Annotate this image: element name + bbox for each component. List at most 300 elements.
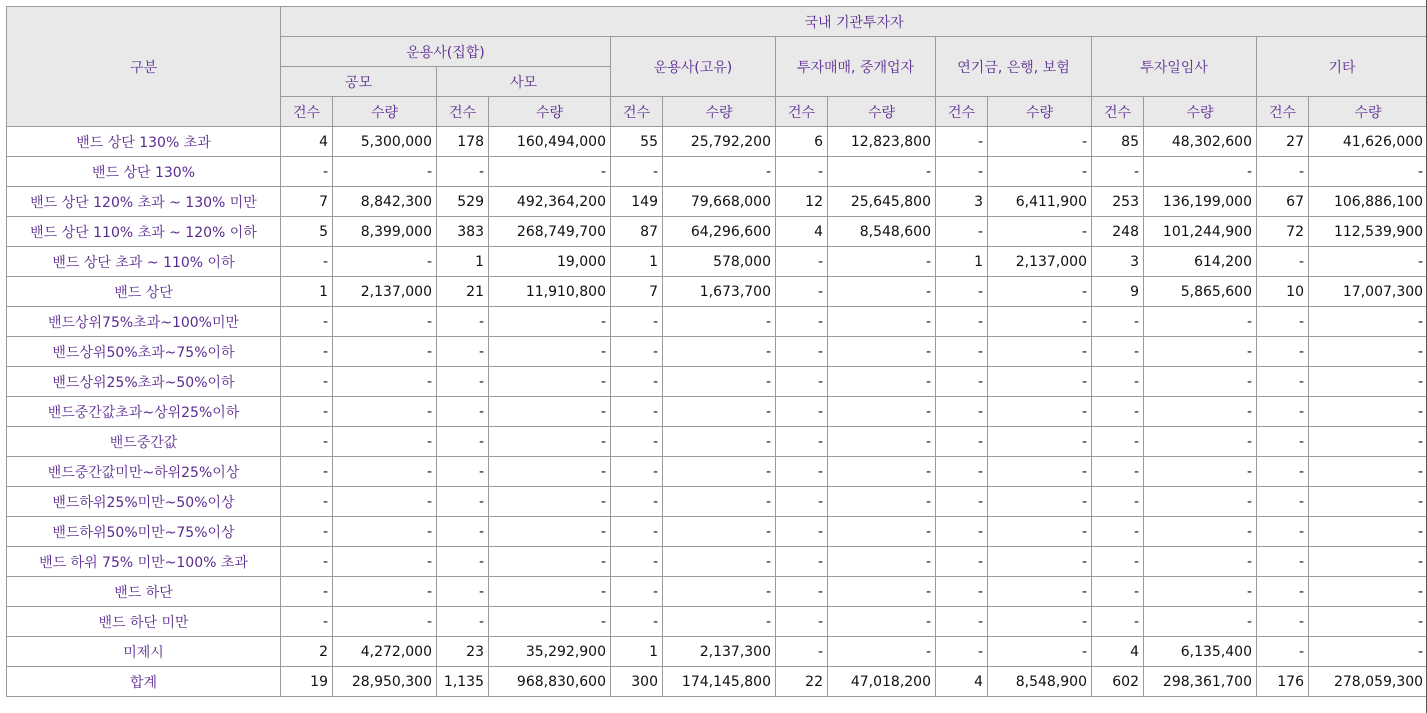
- qty-cell: -: [489, 367, 611, 397]
- count-cell: -: [281, 517, 333, 547]
- qty-cell: 278,059,300: [1309, 667, 1427, 697]
- count-cell: -: [281, 397, 333, 427]
- count-cell: -: [611, 337, 663, 367]
- qty-cell: -: [663, 517, 776, 547]
- qty-col-header: 수량: [1309, 97, 1427, 127]
- qty-cell: -: [1309, 547, 1427, 577]
- count-cell: 27: [1257, 127, 1309, 157]
- qty-cell: -: [333, 487, 437, 517]
- row-label: 밴드하위25%미만~50%이상: [7, 487, 281, 517]
- qty-cell: 106,886,100: [1309, 187, 1427, 217]
- table-row: [7, 427, 1427, 457]
- count-cell: 22: [776, 667, 828, 697]
- count-cell: -: [437, 547, 489, 577]
- qty-cell: -: [489, 307, 611, 337]
- qty-cell: -: [1309, 427, 1427, 457]
- qty-cell: 12,823,800: [828, 127, 936, 157]
- count-cell: -: [776, 577, 828, 607]
- qty-col-header: 수량: [1144, 97, 1257, 127]
- qty-cell: -: [663, 157, 776, 187]
- qty-cell: -: [333, 517, 437, 547]
- count-cell: 248: [1092, 217, 1144, 247]
- table-row: [7, 337, 1427, 367]
- count-cell: 602: [1092, 667, 1144, 697]
- qty-cell: -: [828, 457, 936, 487]
- qty-cell: -: [988, 277, 1092, 307]
- qty-cell: -: [1144, 367, 1257, 397]
- group-header: 구분: [7, 7, 281, 127]
- row-label: 밴드중간값초과~상위25%이하: [7, 397, 281, 427]
- count-cell: 67: [1257, 187, 1309, 217]
- count-cell: -: [611, 547, 663, 577]
- table-row: [7, 637, 1427, 667]
- count-cell: 1: [611, 247, 663, 277]
- count-cell: 85: [1092, 127, 1144, 157]
- qty-cell: -: [663, 307, 776, 337]
- count-cell: -: [611, 607, 663, 637]
- count-cell: -: [437, 517, 489, 547]
- count-col-header: 건수: [611, 97, 663, 127]
- count-cell: -: [936, 457, 988, 487]
- count-cell: -: [437, 397, 489, 427]
- qty-cell: -: [333, 427, 437, 457]
- qty-cell: -: [489, 487, 611, 517]
- table-row: [7, 187, 1427, 217]
- qty-cell: -: [663, 607, 776, 637]
- qty-cell: 101,244,900: [1144, 217, 1257, 247]
- row-label: 밴드중간값: [7, 427, 281, 457]
- count-cell: -: [1257, 517, 1309, 547]
- qty-cell: -: [489, 427, 611, 457]
- qty-cell: -: [333, 367, 437, 397]
- count-cell: -: [1257, 247, 1309, 277]
- row-label: 밴드 하위 75% 미만~100% 초과: [7, 547, 281, 577]
- qty-cell: 5,865,600: [1144, 277, 1257, 307]
- count-cell: -: [776, 337, 828, 367]
- count-cell: 72: [1257, 217, 1309, 247]
- qty-cell: 79,668,000: [663, 187, 776, 217]
- count-cell: -: [437, 157, 489, 187]
- qty-cell: -: [333, 307, 437, 337]
- sub-header-public: 공모: [281, 67, 437, 97]
- qty-cell: 298,361,700: [1144, 667, 1257, 697]
- count-cell: -: [437, 307, 489, 337]
- count-cell: -: [776, 367, 828, 397]
- cat-header-1: 운용사(고유): [611, 37, 776, 97]
- count-cell: 4: [776, 217, 828, 247]
- qty-cell: -: [988, 457, 1092, 487]
- count-cell: -: [281, 547, 333, 577]
- qty-cell: 64,296,600: [663, 217, 776, 247]
- count-cell: 19: [281, 667, 333, 697]
- count-cell: -: [611, 517, 663, 547]
- qty-cell: 11,910,800: [489, 277, 611, 307]
- row-label: 미제시: [7, 637, 281, 667]
- qty-cell: -: [1309, 157, 1427, 187]
- qty-cell: -: [828, 427, 936, 457]
- qty-cell: 41,626,000: [1309, 127, 1427, 157]
- count-cell: -: [1257, 457, 1309, 487]
- count-cell: 383: [437, 217, 489, 247]
- cat-header-4: 투자일임사: [1092, 37, 1257, 97]
- qty-cell: 19,000: [489, 247, 611, 277]
- qty-cell: 25,792,200: [663, 127, 776, 157]
- count-cell: -: [936, 547, 988, 577]
- qty-cell: 4,272,000: [333, 637, 437, 667]
- count-cell: 178: [437, 127, 489, 157]
- qty-cell: -: [663, 397, 776, 427]
- qty-col-header: 수량: [828, 97, 936, 127]
- qty-cell: -: [1309, 637, 1427, 667]
- qty-cell: -: [828, 247, 936, 277]
- count-cell: 5: [281, 217, 333, 247]
- row-label: 밴드상위75%초과~100%미만: [7, 307, 281, 337]
- qty-cell: -: [828, 277, 936, 307]
- qty-cell: -: [333, 157, 437, 187]
- count-cell: -: [1257, 547, 1309, 577]
- qty-cell: -: [828, 367, 936, 397]
- qty-col-header: 수량: [988, 97, 1092, 127]
- count-cell: -: [936, 337, 988, 367]
- qty-cell: -: [1144, 157, 1257, 187]
- count-cell: -: [776, 487, 828, 517]
- count-cell: -: [936, 367, 988, 397]
- qty-cell: -: [988, 337, 1092, 367]
- qty-cell: -: [1309, 577, 1427, 607]
- row-label: 밴드 하단: [7, 577, 281, 607]
- qty-cell: -: [1309, 517, 1427, 547]
- count-cell: -: [281, 577, 333, 607]
- count-col-header: 건수: [281, 97, 333, 127]
- qty-cell: 2,137,000: [333, 277, 437, 307]
- count-col-header: 건수: [437, 97, 489, 127]
- qty-cell: 492,364,200: [489, 187, 611, 217]
- qty-cell: -: [828, 577, 936, 607]
- qty-cell: -: [489, 607, 611, 637]
- row-label: 밴드 상단 130%: [7, 157, 281, 187]
- count-cell: -: [611, 307, 663, 337]
- qty-cell: -: [1309, 397, 1427, 427]
- qty-cell: -: [828, 487, 936, 517]
- count-cell: 4: [936, 667, 988, 697]
- count-cell: -: [611, 397, 663, 427]
- qty-cell: -: [1309, 607, 1427, 637]
- count-cell: 1: [936, 247, 988, 277]
- count-cell: -: [1257, 337, 1309, 367]
- table-row: [7, 157, 1427, 187]
- count-cell: -: [936, 307, 988, 337]
- count-cell: -: [1257, 367, 1309, 397]
- count-cell: 2: [281, 637, 333, 667]
- top-header: 국내 기관투자자: [281, 7, 1427, 37]
- count-cell: -: [281, 457, 333, 487]
- qty-cell: -: [1309, 307, 1427, 337]
- qty-cell: -: [489, 577, 611, 607]
- qty-cell: -: [988, 577, 1092, 607]
- qty-cell: 25,645,800: [828, 187, 936, 217]
- count-cell: 4: [1092, 637, 1144, 667]
- qty-cell: -: [1309, 457, 1427, 487]
- qty-cell: 2,137,300: [663, 637, 776, 667]
- qty-cell: 8,548,600: [828, 217, 936, 247]
- qty-col-header: 수량: [663, 97, 776, 127]
- qty-cell: -: [663, 337, 776, 367]
- count-cell: -: [281, 337, 333, 367]
- table-row: [7, 517, 1427, 547]
- row-label: 밴드 하단 미만: [7, 607, 281, 637]
- count-cell: -: [281, 307, 333, 337]
- qty-cell: 6,411,900: [988, 187, 1092, 217]
- count-cell: -: [611, 487, 663, 517]
- count-cell: -: [776, 397, 828, 427]
- table-row: [7, 397, 1427, 427]
- qty-cell: -: [1144, 397, 1257, 427]
- qty-cell: -: [333, 607, 437, 637]
- cat-header-5: 기타: [1257, 37, 1427, 97]
- count-cell: -: [611, 427, 663, 457]
- qty-cell: -: [988, 517, 1092, 547]
- count-cell: -: [1257, 427, 1309, 457]
- qty-cell: -: [489, 337, 611, 367]
- qty-cell: 578,000: [663, 247, 776, 277]
- count-cell: -: [437, 457, 489, 487]
- qty-cell: -: [333, 457, 437, 487]
- qty-cell: -: [489, 457, 611, 487]
- table-row: [7, 277, 1427, 307]
- qty-cell: 160,494,000: [489, 127, 611, 157]
- count-cell: -: [611, 457, 663, 487]
- qty-cell: 112,539,900: [1309, 217, 1427, 247]
- qty-cell: 47,018,200: [828, 667, 936, 697]
- count-cell: -: [1092, 547, 1144, 577]
- table-row: [7, 487, 1427, 517]
- count-cell: -: [281, 487, 333, 517]
- qty-cell: -: [333, 397, 437, 427]
- sub-header-private: 사모: [437, 67, 611, 97]
- qty-col-header: 수량: [489, 97, 611, 127]
- count-cell: -: [1092, 487, 1144, 517]
- qty-cell: -: [828, 637, 936, 667]
- count-cell: -: [936, 277, 988, 307]
- count-cell: -: [1257, 637, 1309, 667]
- qty-cell: -: [1144, 337, 1257, 367]
- qty-cell: -: [489, 517, 611, 547]
- count-cell: 55: [611, 127, 663, 157]
- count-cell: -: [1092, 607, 1144, 637]
- qty-cell: -: [663, 577, 776, 607]
- count-cell: -: [437, 337, 489, 367]
- qty-cell: -: [988, 547, 1092, 577]
- count-cell: 3: [936, 187, 988, 217]
- count-cell: -: [1092, 427, 1144, 457]
- qty-cell: 968,830,600: [489, 667, 611, 697]
- count-cell: -: [936, 427, 988, 457]
- qty-cell: -: [988, 217, 1092, 247]
- row-label: 밴드 상단 110% 초과 ~ 120% 이하: [7, 217, 281, 247]
- count-cell: -: [776, 457, 828, 487]
- qty-cell: 8,842,300: [333, 187, 437, 217]
- count-cell: -: [437, 487, 489, 517]
- count-cell: -: [1257, 397, 1309, 427]
- qty-cell: 614,200: [1144, 247, 1257, 277]
- count-cell: 253: [1092, 187, 1144, 217]
- qty-cell: 268,749,700: [489, 217, 611, 247]
- qty-cell: 35,292,900: [489, 637, 611, 667]
- qty-cell: 48,302,600: [1144, 127, 1257, 157]
- table-row: [7, 247, 1427, 277]
- qty-cell: -: [333, 337, 437, 367]
- qty-cell: -: [663, 487, 776, 517]
- count-cell: 87: [611, 217, 663, 247]
- count-cell: -: [611, 577, 663, 607]
- cat-header-3: 연기금, 은행, 보험: [936, 37, 1092, 97]
- count-cell: -: [1257, 607, 1309, 637]
- count-cell: -: [1092, 457, 1144, 487]
- row-label: 밴드 상단 초과 ~ 110% 이하: [7, 247, 281, 277]
- count-cell: -: [1092, 367, 1144, 397]
- count-cell: -: [281, 157, 333, 187]
- qty-cell: 17,007,300: [1309, 277, 1427, 307]
- count-cell: 6: [776, 127, 828, 157]
- qty-cell: -: [663, 457, 776, 487]
- qty-cell: 174,145,800: [663, 667, 776, 697]
- qty-cell: -: [828, 607, 936, 637]
- qty-cell: -: [1309, 337, 1427, 367]
- count-cell: 1: [281, 277, 333, 307]
- count-cell: -: [776, 607, 828, 637]
- qty-cell: -: [1144, 487, 1257, 517]
- count-cell: -: [437, 577, 489, 607]
- qty-cell: -: [988, 427, 1092, 457]
- count-cell: -: [1257, 157, 1309, 187]
- qty-cell: -: [663, 547, 776, 577]
- table-row: [7, 667, 1427, 697]
- count-cell: -: [611, 157, 663, 187]
- row-label: 밴드 상단 120% 초과 ~ 130% 미만: [7, 187, 281, 217]
- count-cell: -: [776, 517, 828, 547]
- row-label: 밴드중간값미만~하위25%이상: [7, 457, 281, 487]
- count-cell: -: [936, 157, 988, 187]
- qty-cell: -: [828, 337, 936, 367]
- count-cell: 4: [281, 127, 333, 157]
- qty-cell: -: [828, 547, 936, 577]
- count-cell: 176: [1257, 667, 1309, 697]
- count-cell: -: [437, 607, 489, 637]
- count-col-header: 건수: [1257, 97, 1309, 127]
- qty-cell: 6,135,400: [1144, 637, 1257, 667]
- count-cell: -: [776, 307, 828, 337]
- count-cell: -: [936, 577, 988, 607]
- qty-cell: -: [828, 397, 936, 427]
- qty-cell: -: [828, 307, 936, 337]
- count-cell: 12: [776, 187, 828, 217]
- qty-cell: 136,199,000: [1144, 187, 1257, 217]
- count-cell: -: [1092, 307, 1144, 337]
- count-cell: 3: [1092, 247, 1144, 277]
- qty-cell: -: [1309, 247, 1427, 277]
- row-label: 밴드 상단 130% 초과: [7, 127, 281, 157]
- qty-cell: -: [828, 157, 936, 187]
- table-row: [7, 217, 1427, 247]
- count-cell: -: [936, 487, 988, 517]
- count-col-header: 건수: [1092, 97, 1144, 127]
- row-label: 합계: [7, 667, 281, 697]
- row-label: 밴드 상단: [7, 277, 281, 307]
- count-cell: -: [776, 547, 828, 577]
- count-cell: -: [281, 247, 333, 277]
- row-label: 밴드하위50%미만~75%이상: [7, 517, 281, 547]
- count-col-header: 건수: [776, 97, 828, 127]
- qty-cell: 8,548,900: [988, 667, 1092, 697]
- count-cell: -: [936, 607, 988, 637]
- qty-cell: -: [333, 577, 437, 607]
- count-cell: -: [1257, 577, 1309, 607]
- count-cell: -: [936, 127, 988, 157]
- qty-cell: -: [988, 127, 1092, 157]
- count-cell: -: [1092, 157, 1144, 187]
- qty-cell: -: [988, 397, 1092, 427]
- qty-cell: -: [1144, 457, 1257, 487]
- row-label: 밴드상위50%초과~75%이하: [7, 337, 281, 367]
- count-cell: 7: [281, 187, 333, 217]
- qty-cell: -: [1144, 547, 1257, 577]
- count-cell: -: [437, 367, 489, 397]
- qty-cell: -: [988, 607, 1092, 637]
- count-cell: -: [1257, 487, 1309, 517]
- count-cell: 7: [611, 277, 663, 307]
- table-row: [7, 547, 1427, 577]
- count-cell: -: [936, 637, 988, 667]
- count-cell: -: [1257, 307, 1309, 337]
- qty-cell: -: [1144, 307, 1257, 337]
- qty-cell: 28,950,300: [333, 667, 437, 697]
- table-row: [7, 367, 1427, 397]
- count-cell: 1: [611, 637, 663, 667]
- qty-cell: -: [1144, 517, 1257, 547]
- count-col-header: 건수: [936, 97, 988, 127]
- count-cell: 149: [611, 187, 663, 217]
- cat-header-2: 투자매매, 중개업자: [776, 37, 936, 97]
- qty-cell: 8,399,000: [333, 217, 437, 247]
- count-cell: 9: [1092, 277, 1144, 307]
- qty-cell: -: [489, 547, 611, 577]
- count-cell: -: [1092, 517, 1144, 547]
- qty-cell: -: [1144, 577, 1257, 607]
- qty-cell: -: [1144, 427, 1257, 457]
- count-cell: -: [936, 517, 988, 547]
- qty-cell: -: [1309, 367, 1427, 397]
- row-label: 밴드상위25%초과~50%이하: [7, 367, 281, 397]
- qty-cell: 1,673,700: [663, 277, 776, 307]
- qty-cell: -: [333, 547, 437, 577]
- count-cell: -: [437, 427, 489, 457]
- qty-cell: -: [1309, 487, 1427, 517]
- count-cell: -: [776, 637, 828, 667]
- count-cell: 1: [437, 247, 489, 277]
- qty-cell: -: [828, 517, 936, 547]
- count-cell: 1,135: [437, 667, 489, 697]
- qty-cell: -: [663, 367, 776, 397]
- qty-cell: 5,300,000: [333, 127, 437, 157]
- count-cell: -: [776, 157, 828, 187]
- table-row: [7, 127, 1427, 157]
- count-cell: 10: [1257, 277, 1309, 307]
- count-cell: -: [1092, 397, 1144, 427]
- count-cell: -: [936, 397, 988, 427]
- table-row: [7, 457, 1427, 487]
- table-row: [7, 607, 1427, 637]
- qty-cell: -: [988, 487, 1092, 517]
